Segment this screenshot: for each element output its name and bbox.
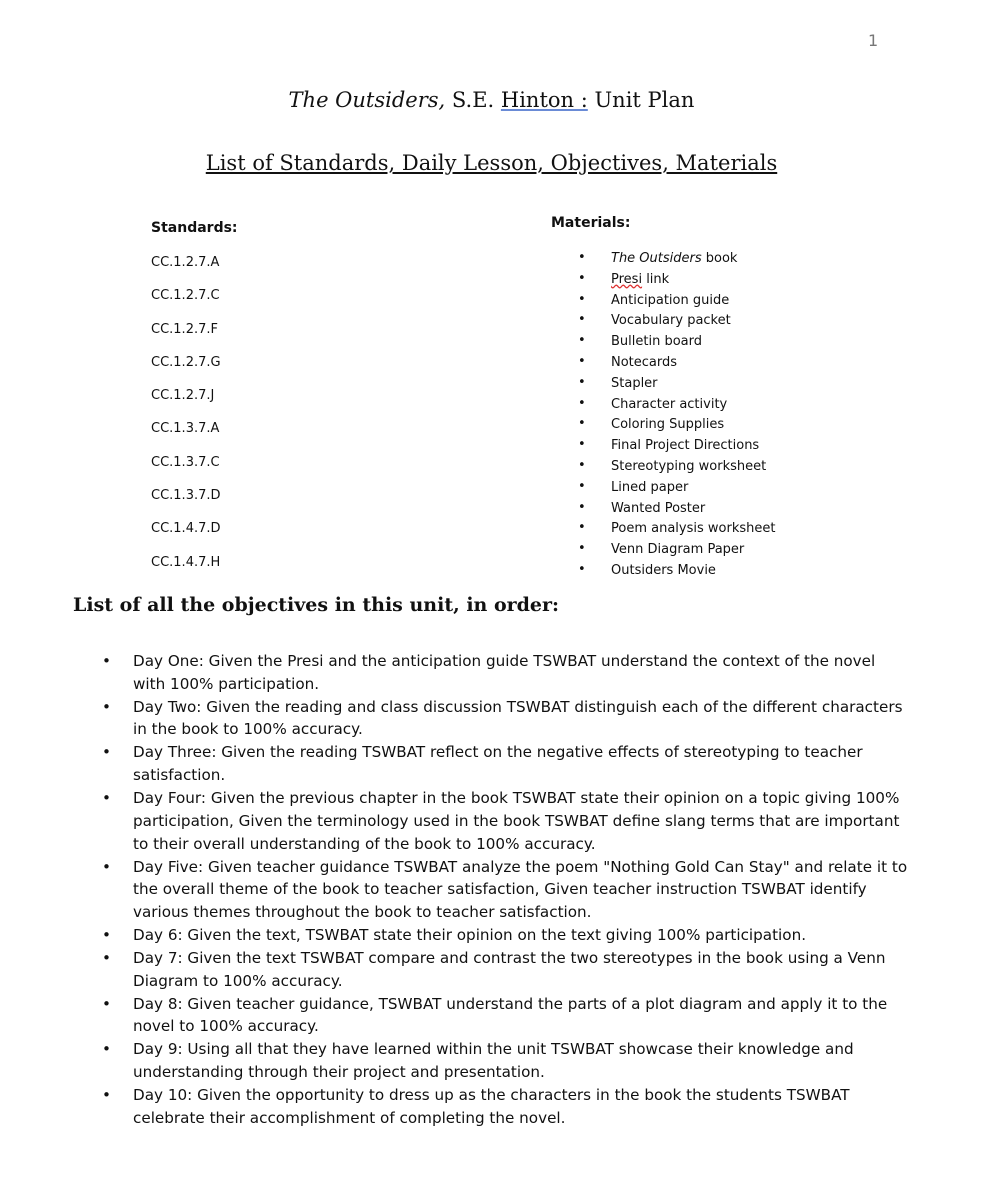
bullet-icon: • <box>102 948 111 967</box>
material-label: Stapler <box>611 375 658 391</box>
bullet-icon: • <box>578 270 586 286</box>
objectives-list <box>100 650 910 1130</box>
bullet-icon: • <box>578 312 586 328</box>
material-item <box>578 563 775 584</box>
bullet-icon: • <box>578 416 586 432</box>
objective-item <box>100 696 910 741</box>
bullet-icon: • <box>102 743 111 762</box>
document-title <box>0 88 983 112</box>
material-label: Character activity <box>611 396 728 412</box>
bullet-icon: • <box>578 541 586 557</box>
material-item <box>578 521 775 542</box>
bullet-icon: • <box>102 994 111 1013</box>
materials-list <box>578 251 775 584</box>
objective-text: Day Five: Given teacher guidance TSWBAT analyze the poem "Nothing Gold Can Stay" and relate it to the overall theme of the book to teacher satisfaction, Given teacher instruction TSWBAT identify various themes throughout the book to teacher satisfaction. <box>133 857 908 921</box>
objective-text: Day Four: Given the previous chapter in the book TSWBAT state their opinion on a topic giving 100% participation, Given the terminology used in the book TSWBAT define slang terms that are important to their overall understanding of the book to 100% accuracy. <box>133 789 900 853</box>
standard-item: CC.1.2.7.F <box>151 321 218 337</box>
objective-text: Day 7: Given the text TSWBAT compare and contrast the two stereotypes in the book using a Venn Diagram to 100% accuracy. <box>133 948 886 990</box>
material-item <box>578 542 775 563</box>
material-label: Anticipation guide <box>611 292 730 308</box>
materials-heading: Materials: <box>551 215 631 231</box>
material-label: Outsiders Movie <box>611 562 716 578</box>
material-item <box>578 459 775 480</box>
objective-text: Day 9: Using all that they have learned within the unit TSWBAT showcase their knowledge and understanding through their project and presentation. <box>133 1040 854 1082</box>
objective-text: Day 6: Given the text, TSWBAT state their opinion on the text giving 100% participation. <box>133 925 807 944</box>
objective-item <box>100 1038 910 1083</box>
standard-item: CC.1.4.7.D <box>151 521 221 537</box>
material-item <box>578 293 775 314</box>
objective-text: Day Three: Given the reading TSWBAT reflect on the negative effects of stereotyping to teacher satisfaction. <box>133 743 863 785</box>
objective-text: Day Two: Given the reading and class discussion TSWBAT distinguish each of the different characters in the book to 100% accuracy. <box>133 697 903 739</box>
standards-list <box>151 255 221 588</box>
bullet-icon: • <box>578 457 586 473</box>
objective-text: Day One: Given the Presi and the anticipation guide TSWBAT understand the context of the novel with 100% participation. <box>133 652 876 693</box>
material-label: Bulletin board <box>611 334 702 350</box>
material-label: Lined paper <box>611 479 689 495</box>
bullet-icon: • <box>578 374 586 390</box>
bullet-icon: • <box>578 520 586 536</box>
standard-item: CC.1.3.7.C <box>151 454 220 470</box>
material-presi: Presi <box>611 271 643 287</box>
material-item <box>578 313 775 334</box>
material-item <box>578 397 775 418</box>
objective-item <box>100 924 910 947</box>
material-item <box>578 417 775 438</box>
objectives-heading: List of all the objectives in this unit, in order: <box>73 594 560 616</box>
material-item <box>578 438 775 459</box>
bullet-icon: • <box>578 395 586 411</box>
standards-heading: Standards: <box>151 220 238 236</box>
bullet-icon: • <box>102 789 111 808</box>
standard-item: CC.1.3.7.D <box>151 488 221 504</box>
objective-item <box>100 1084 910 1129</box>
objective-text: Day 10: Given the opportunity to dress up as the characters in the book the students TSWBAT celebrate their accomplishment of completing the novel. <box>133 1086 850 1127</box>
material-label: Vocabulary packet <box>611 313 731 329</box>
material-label: Coloring Supplies <box>611 417 725 433</box>
bullet-icon: • <box>102 652 111 670</box>
bullet-icon: • <box>102 697 111 716</box>
material-item <box>578 251 775 272</box>
bullet-icon: • <box>578 333 586 349</box>
standard-item: CC.1.3.7.A <box>151 421 220 437</box>
material-label: Notecards <box>611 354 678 370</box>
objective-item <box>100 856 910 924</box>
objective-item <box>100 947 910 992</box>
material-book-rest: book <box>701 251 738 266</box>
document-subtitle: List of Standards, Daily Lesson, Objectives, Materials <box>205 151 778 175</box>
title-book-name: The Outsiders, <box>288 88 446 112</box>
bullet-icon: • <box>102 1040 111 1059</box>
bullet-icon: • <box>578 291 586 307</box>
bullet-icon: • <box>578 561 586 577</box>
material-label: Poem analysis worksheet <box>611 521 776 537</box>
objective-text: Day 8: Given teacher guidance, TSWBAT understand the parts of a plot diagram and apply it to the novel to 100% accuracy. <box>133 994 888 1036</box>
material-item <box>578 480 775 501</box>
bullet-icon: • <box>578 478 586 494</box>
title-author-last: Hinton : <box>500 88 588 112</box>
material-presi-rest: link <box>642 271 670 287</box>
bullet-icon: • <box>578 499 586 515</box>
material-book-title: The Outsiders <box>611 251 702 266</box>
material-item <box>578 334 775 355</box>
title-author-first: S.E. <box>445 88 501 112</box>
objective-item <box>100 650 910 695</box>
page-number: 1 <box>868 31 879 50</box>
objective-item <box>100 787 910 855</box>
material-label: Final Project Directions <box>611 438 760 454</box>
bullet-icon: • <box>578 437 586 453</box>
objective-item <box>100 993 910 1038</box>
material-label: Wanted Poster <box>611 500 706 516</box>
standard-item: CC.1.2.7.A <box>151 255 220 270</box>
standard-item: CC.1.2.7.J <box>151 388 215 404</box>
material-item <box>578 501 775 522</box>
material-item <box>578 355 775 376</box>
bullet-icon: • <box>102 857 111 876</box>
material-item <box>578 376 775 397</box>
bullet-icon: • <box>102 1086 111 1105</box>
bullet-icon: • <box>578 250 586 265</box>
bullet-icon: • <box>102 925 111 944</box>
standard-item: CC.1.4.7.H <box>151 554 221 570</box>
bullet-icon: • <box>578 353 586 369</box>
objective-item <box>100 741 910 786</box>
standard-item: CC.1.2.7.G <box>151 354 221 370</box>
title-rest: Unit Plan <box>587 88 695 112</box>
material-item <box>578 272 775 293</box>
material-label: Stereotyping worksheet <box>611 458 767 474</box>
standard-item: CC.1.2.7.C <box>151 288 220 304</box>
material-label: Venn Diagram Paper <box>611 542 745 558</box>
